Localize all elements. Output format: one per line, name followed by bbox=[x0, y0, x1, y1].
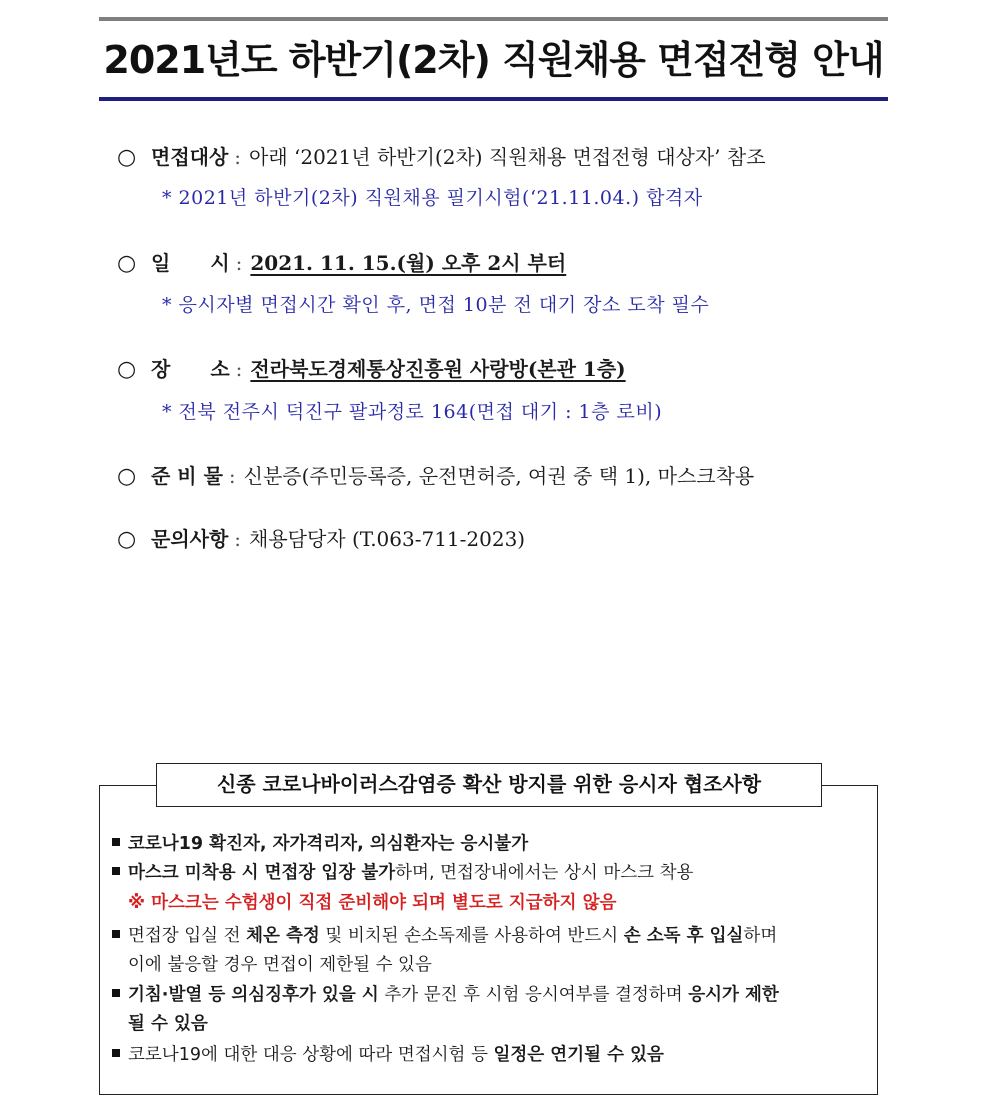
info-item-supplies bbox=[117, 461, 754, 492]
title-rule bbox=[99, 97, 888, 101]
notice-warning: ※ 마스크는 수험생이 직접 준비해야 되며 별도로 지급하지 않음 bbox=[128, 893, 617, 913]
separator: : bbox=[235, 357, 243, 381]
item-value: 2021. 11. 15.(월) 오후 2시 부터 bbox=[250, 251, 567, 275]
square-bullet-icon bbox=[112, 1049, 120, 1057]
circle-bullet-icon: ○ bbox=[117, 464, 137, 489]
item-note: * 전북 전주시 덕진구 팔과정로 164(면접 대기 : 1층 로비) bbox=[162, 401, 663, 423]
notice-bullet-cont: 이에 불응할 경우 면접이 제한될 수 있음 bbox=[128, 955, 432, 975]
item-value: 채용담당자 (T.063-711-2023) bbox=[249, 527, 526, 551]
notice-bullet: 코로나19에 대한 대응 상황에 따라 면접시험 등 일정은 연기될 수 있음 bbox=[112, 1041, 664, 1069]
item-value: 전라북도경제통상진흥원 사랑방(본관 1층) bbox=[250, 357, 626, 381]
notice-bullet-cont: 될 수 있음 bbox=[128, 1014, 208, 1034]
page-title: 2021년도 하반기(2차) 직원채용 면접전형 안내 bbox=[103, 38, 884, 82]
square-bullet-icon bbox=[112, 867, 120, 875]
item-value: 신분증(주민등록증, 운전면허증, 여권 중 택 1), 마스크착용 bbox=[243, 464, 755, 488]
notice-bullet: 면접장 입실 전 체온 측정 및 비치된 손소독제를 사용하여 반드시 손 소독 후 입실하며 bbox=[112, 922, 777, 950]
item-note: * 2021년 하반기(2차) 직원채용 필기시험(‘21.11.04.) 합격자 bbox=[162, 187, 703, 209]
item-label: 일 시 bbox=[151, 251, 230, 275]
info-item-contact bbox=[117, 524, 525, 555]
circle-bullet-icon: ○ bbox=[117, 357, 137, 382]
top-rule bbox=[99, 17, 888, 21]
separator: : bbox=[234, 527, 242, 551]
info-item-datetime bbox=[117, 248, 566, 279]
item-label: 준 비 물 bbox=[151, 464, 223, 488]
separator: : bbox=[228, 464, 236, 488]
notice-bullet: 기침·발열 등 의심징후가 있을 시 추가 문진 후 시험 응시여부를 결정하며 응시가 제한 bbox=[112, 981, 779, 1009]
item-value: 아래 ‘2021년 하반기(2차) 직원채용 면접전형 대상자’ 참조 bbox=[249, 145, 766, 169]
separator: : bbox=[235, 251, 243, 275]
circle-bullet-icon: ○ bbox=[117, 251, 137, 276]
circle-bullet-icon: ○ bbox=[117, 145, 137, 170]
square-bullet-icon bbox=[112, 989, 120, 997]
info-item-target bbox=[117, 142, 766, 173]
item-label: 면접대상 bbox=[151, 145, 229, 169]
item-label: 장 소 bbox=[151, 357, 230, 381]
notice-bullet: 코로나19 확진자, 자가격리자, 의심환자는 응시불가 bbox=[112, 830, 528, 858]
square-bullet-icon bbox=[112, 930, 120, 938]
separator: : bbox=[234, 145, 242, 169]
circle-bullet-icon: ○ bbox=[117, 527, 137, 552]
square-bullet-icon bbox=[112, 838, 120, 846]
item-note: * 응시자별 면접시간 확인 후, 면접 10분 전 대기 장소 도착 필수 bbox=[162, 294, 710, 316]
item-label: 문의사항 bbox=[151, 527, 229, 551]
notice-title: 신종 코로나바이러스감염증 확산 방지를 위한 응시자 협조사항 bbox=[156, 763, 822, 807]
info-item-place bbox=[117, 354, 626, 385]
notice-bullet: 마스크 미착용 시 면접장 입장 불가하며, 면접장내에서는 상시 마스크 착용 bbox=[112, 859, 693, 887]
